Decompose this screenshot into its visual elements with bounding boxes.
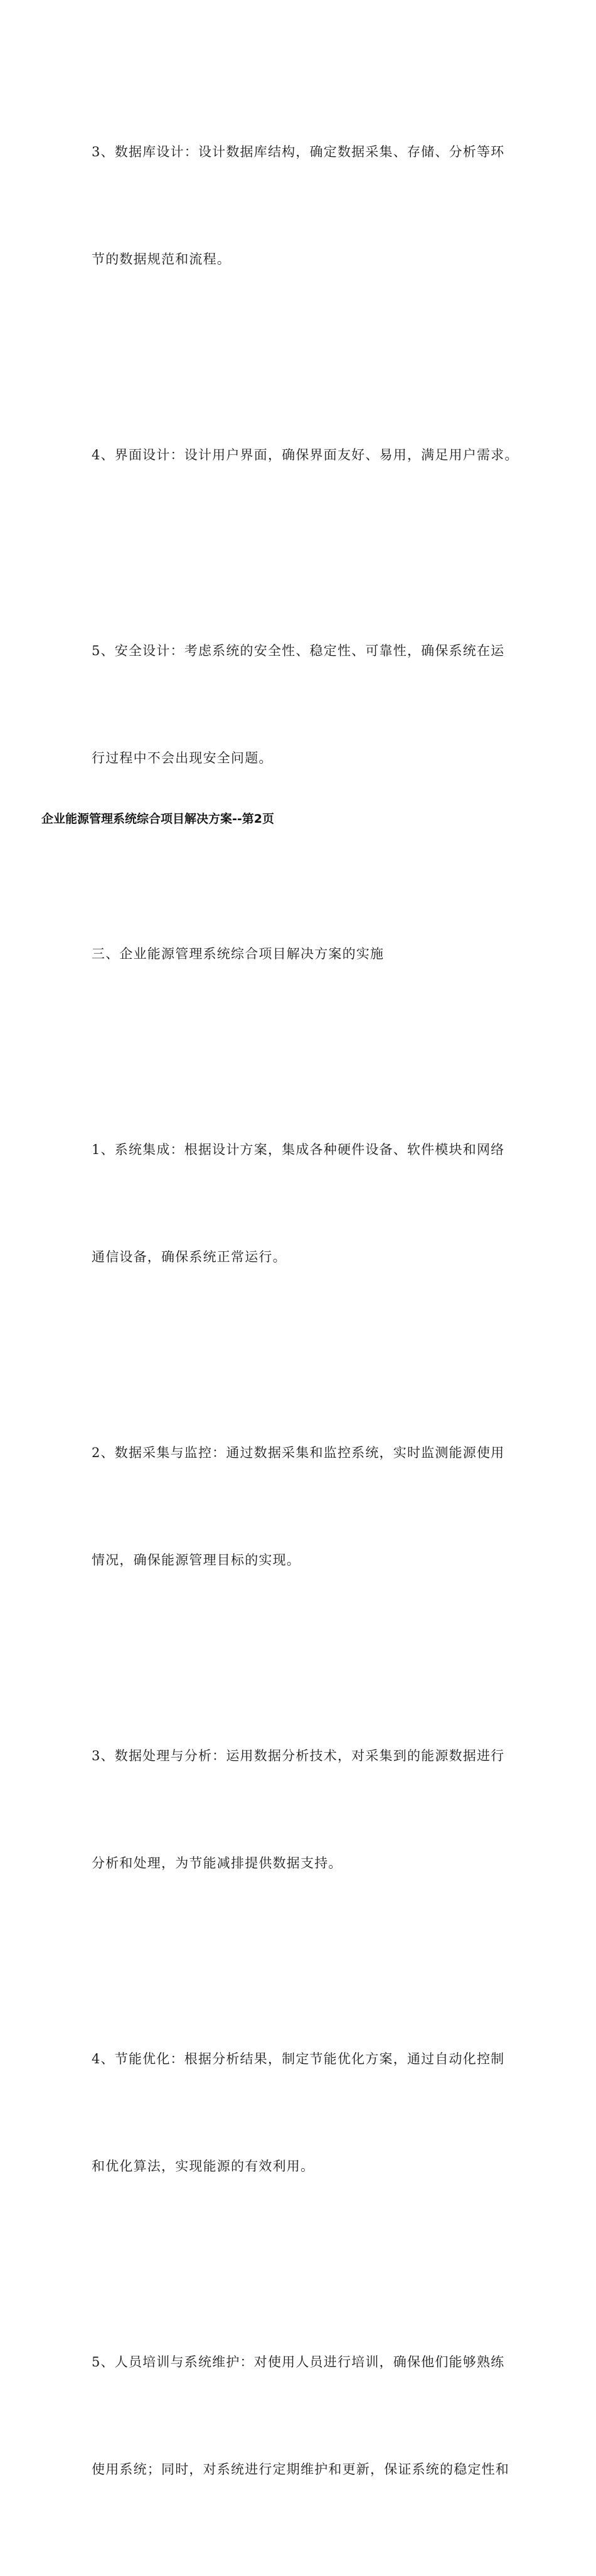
text-line: 使用系统；同时，对系统进行定期维护和更新，保证系统的稳定性和 — [92, 2462, 509, 2477]
paragraph-database-design — [92, 63, 508, 349]
paragraph-system-integration — [92, 1061, 508, 1347]
text-line: 三、企业能源管理系统综合项目解决方案的实施 — [92, 946, 385, 961]
document-body — [92, 63, 519, 2576]
text-line: 和优化算法，实现能源的有效利用。 — [92, 2159, 315, 2174]
text-line: 3、数据处理与分析：运用数据分析技术，对采集到的能源数据进行 — [92, 1748, 505, 1763]
text-line: 行过程中不会出现安全问题。 — [92, 751, 273, 766]
text-line: 5、人员培训与系统维护：对使用人员进行培训，确保他们能够熟练 — [92, 2354, 505, 2370]
text-line: 3、数据库设计：设计数据库结构，确定数据采集、存储、分析等环 — [92, 144, 505, 159]
text-line: 4、界面设计：设计用户界面，确保界面友好、易用，满足用户需求。 — [92, 447, 519, 462]
text-line: 4、节能优化：根据分析结果，制定节能优化方案，通过自动化控制 — [92, 2051, 505, 2066]
paragraph-training-maintenance — [92, 2273, 508, 2559]
page-footer: 企业能源管理系统综合项目解决方案--第2页 — [41, 812, 274, 826]
text-line: 分析和处理，为节能减排提供数据支持。 — [92, 1856, 343, 1871]
text-line: 节的数据规范和流程。 — [92, 252, 231, 267]
paragraph-security-design — [92, 562, 508, 848]
paragraph-energy-optimization — [92, 1970, 508, 2256]
text-line: 2、数据采集与监控：通过数据采集和监控系统，实时监测能源使用 — [92, 1445, 505, 1460]
paragraph-interface-design — [92, 366, 519, 545]
text-line: 1、系统集成：根据设计方案，集成各种硬件设备、软件模块和网络 — [92, 1142, 505, 1157]
section-heading-implementation — [92, 865, 508, 1044]
text-line: 通信设备，确保系统正常运行。 — [92, 1249, 287, 1264]
text-line: 情况，确保能源管理目标的实现。 — [92, 1553, 301, 1568]
paragraph-data-processing-analysis — [92, 1667, 508, 1953]
paragraph-data-collection-monitoring — [92, 1364, 508, 1650]
text-line: 5、安全设计：考虑系统的安全性、稳定性、可靠性，确保系统在运 — [92, 643, 505, 658]
